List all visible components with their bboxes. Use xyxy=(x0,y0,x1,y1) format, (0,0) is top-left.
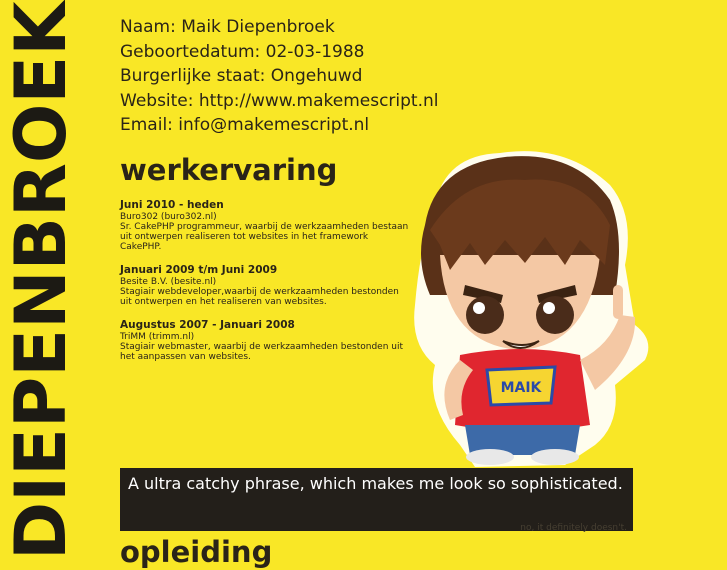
avatar-illustration xyxy=(405,145,650,470)
side-title: DIEPENBROEK xyxy=(0,1,82,560)
job-company: Besite B.V. (besite.nl) xyxy=(120,277,217,287)
catchy-phrase: A ultra catchy phrase, which makes me look so sophisticated. xyxy=(128,474,623,493)
job-description: Stagiair webmaster, waarbij de werkzaamheden bestonden uit het aanpassen van websites. xyxy=(120,342,404,362)
job-list xyxy=(120,199,410,374)
info-name: Naam: Maik Diepenbroek xyxy=(120,17,335,37)
info-website[interactable]: Website: http://www.makemescript.nl xyxy=(120,90,439,111)
shirt-logo-text: MAIK xyxy=(500,380,542,396)
job-entry xyxy=(120,319,410,362)
job-period: Juni 2010 - heden xyxy=(120,199,224,211)
info-marital-status: Burgerlijke staat: Ongehuwd xyxy=(120,66,363,86)
personal-info xyxy=(120,15,439,138)
info-birthdate: Geboortedatum: 02-03-1988 xyxy=(120,41,365,62)
info-email[interactable]: Email: info@makemescript.nl xyxy=(120,115,370,135)
job-period: Januari 2009 t/m Juni 2009 xyxy=(120,264,278,276)
job-description: Stagiair webdeveloper,waarbij de werkzaamheden bestonden uit ontwerpen en het realiseren van websites. xyxy=(120,287,399,307)
job-company: Buro302 (buro302.nl) xyxy=(120,212,217,222)
opleiding-heading: opleiding xyxy=(120,535,273,569)
job-description: Sr. CakePHP programmeur, waarbij de werkzaamheden bestaan uit ontwerpen realiseren tot websites in het framework CakePHP. xyxy=(120,222,409,252)
catchy-phrase-box xyxy=(120,468,633,531)
werkervaring-heading: werkervaring xyxy=(120,153,338,187)
job-company: TriMM (trimm.nl) xyxy=(120,332,195,342)
job-entry xyxy=(120,199,410,252)
job-period: Augustus 2007 - Januari 2008 xyxy=(120,319,295,331)
job-entry xyxy=(120,264,410,307)
phrase-credit: no, it definitely doesn't. xyxy=(520,523,627,533)
